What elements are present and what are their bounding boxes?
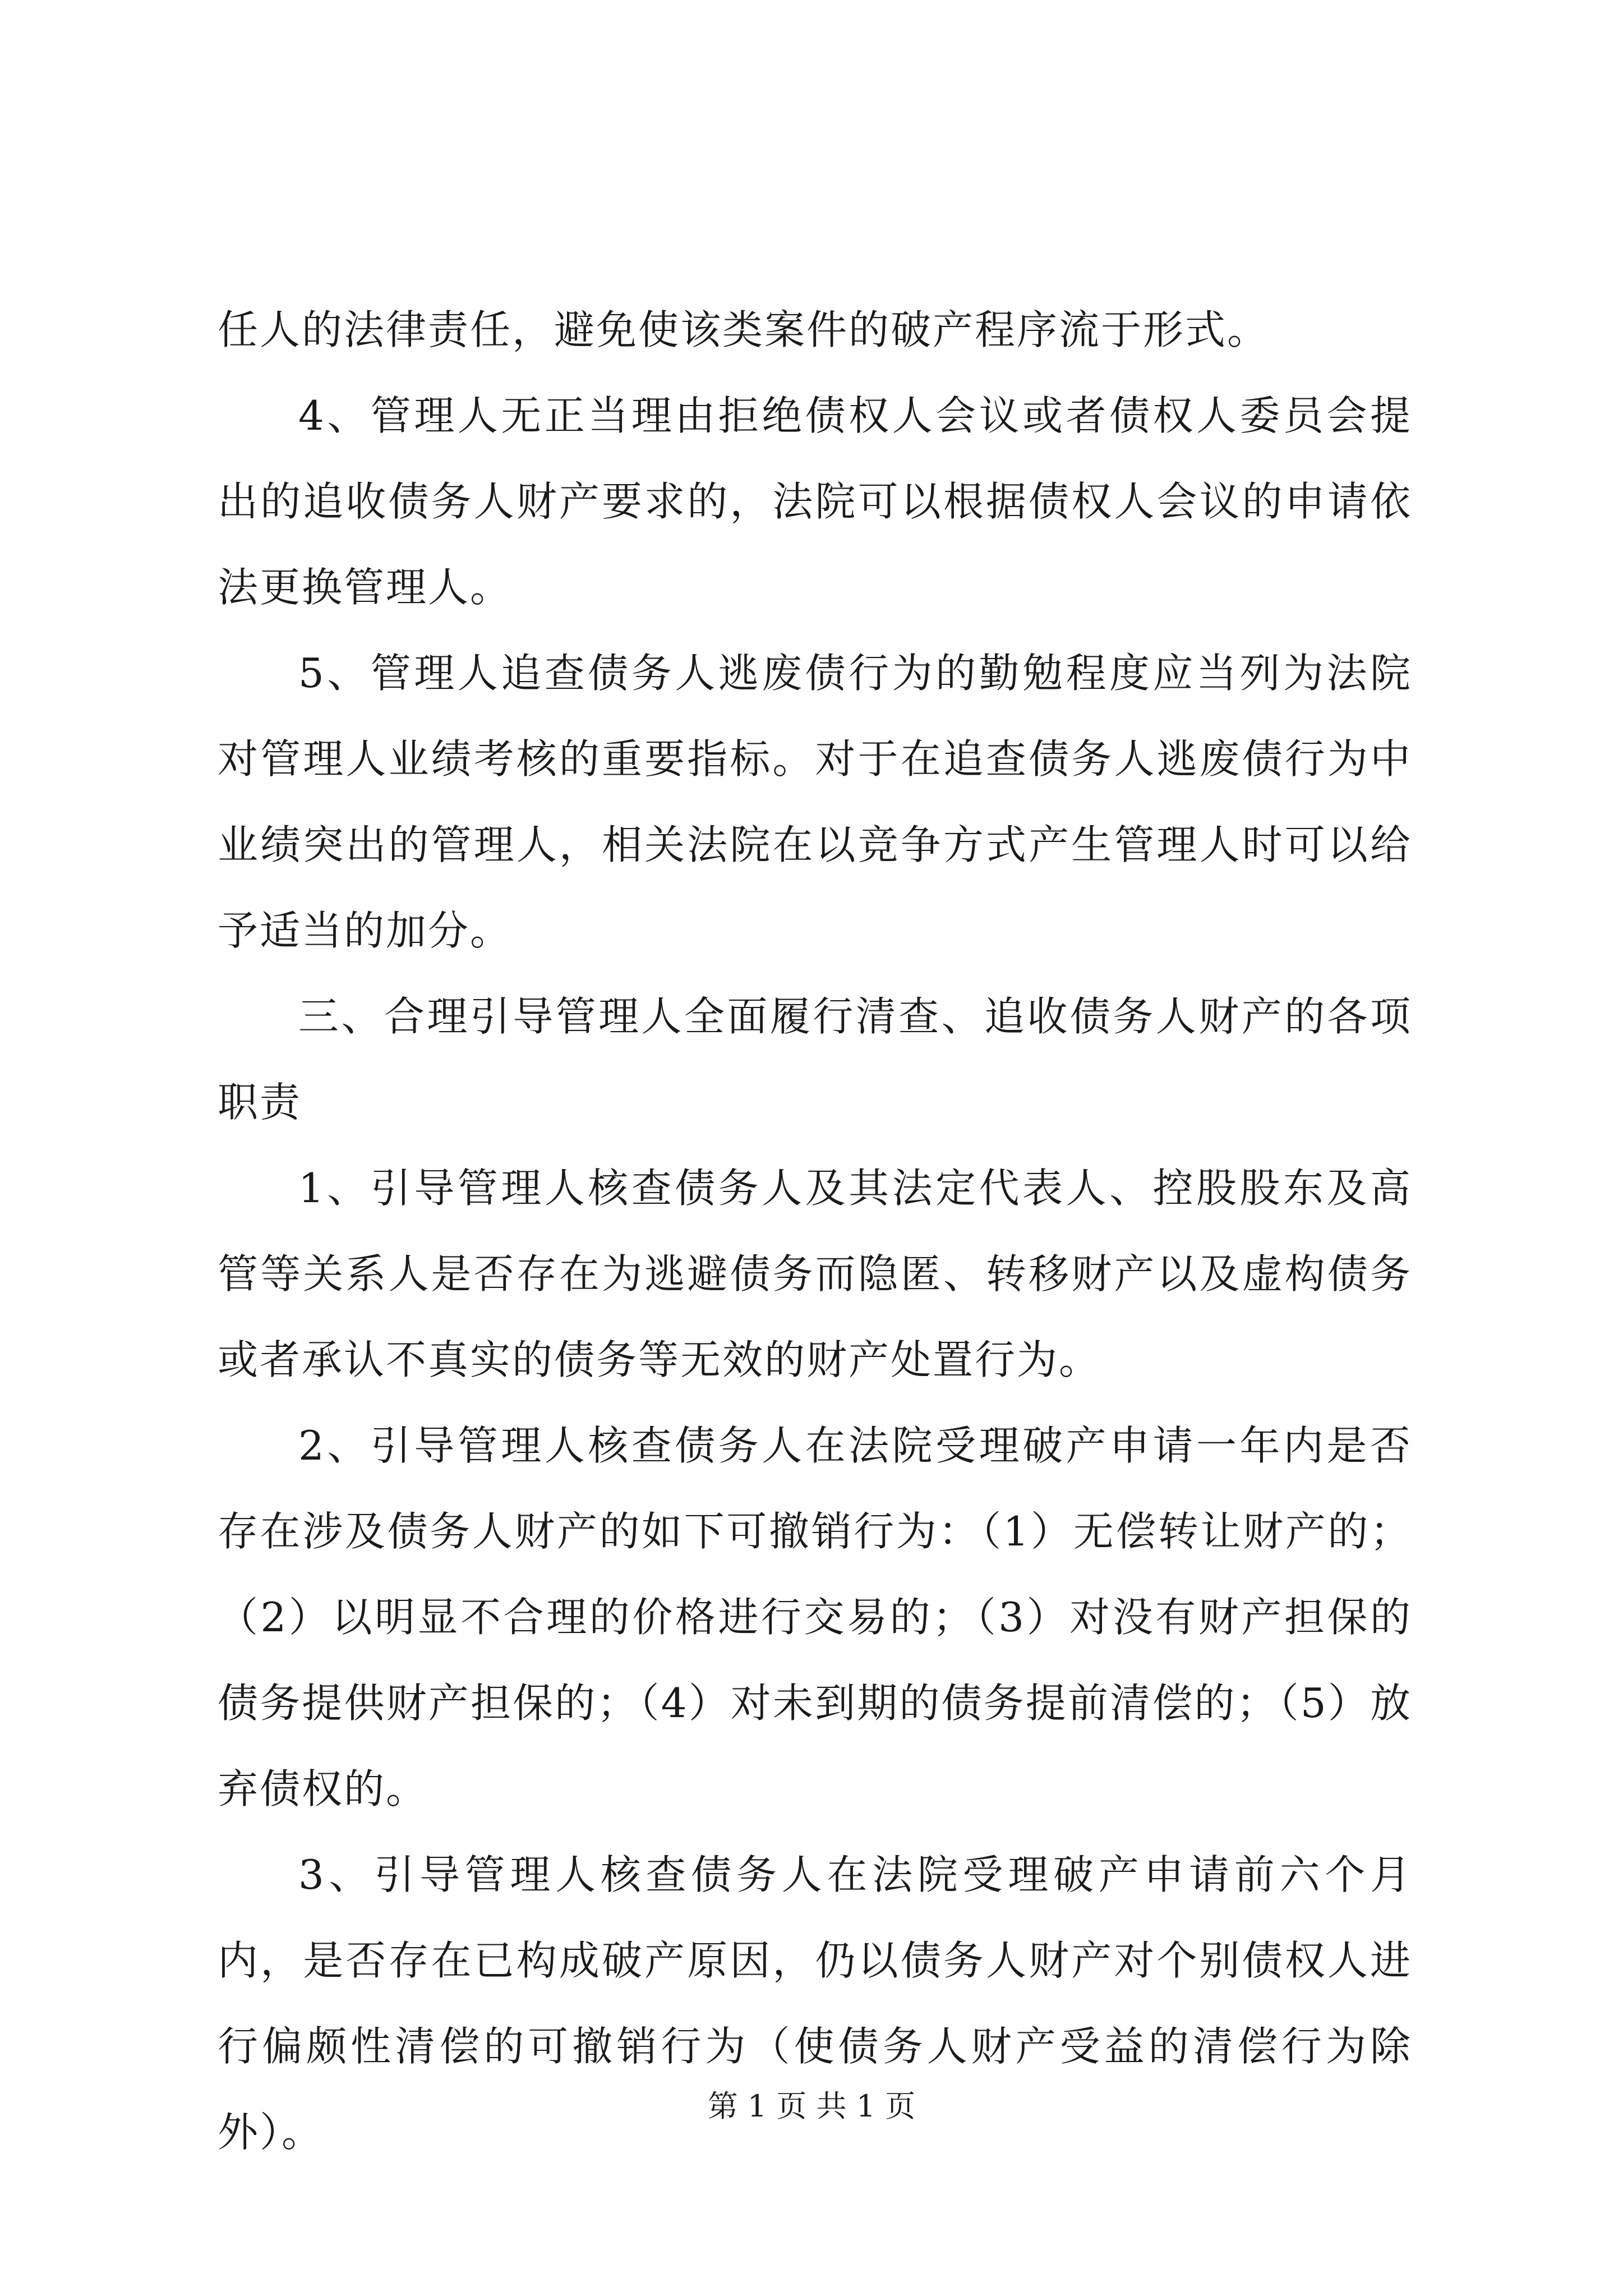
paragraph-item-4: 4、管理人无正当理由拒绝债权人会议或者债权人委员会提出的追收债务人财产要求的，法院可以根据债权人会议的申请依法更换管理人。: [218, 392, 1412, 611]
section-heading-3: 三、合理引导管理人全面履行清查、追收债务人财产的各项职责: [218, 993, 1412, 1126]
document-body: [218, 287, 1412, 2175]
page-number-footer: 第 1 页 共 1 页: [707, 2088, 916, 2124]
paragraph-item-2: 2、引导管理人核查债务人在法院受理破产申请一年内是否存在涉及债务人财产的如下可撤销行为：（1）无偿转让财产的；（2）以明显不合理的价格进行交易的；（3）对没有财产担保的债务提供财产担保的；（4）对未到期的债务提前清偿的；（5）放弃债权的。: [218, 1422, 1412, 1812]
paragraph-continuation: 任人的法律责任，避免使该类案件的破产程序流于形式。: [218, 306, 1270, 353]
paragraph-item-5: 5、管理人追查债务人逃废债行为的勤勉程度应当列为法院对管理人业绩考核的重要指标。对于在追查债务人逃废债行为中业绩突出的管理人，相关法院在以竞争方式产生管理人时可以给予适当的加分。: [218, 650, 1412, 954]
paragraph-item-1: 1、引导管理人核查债务人及其法定代表人、控股股东及高管等关系人是否存在为逃避债务而隐匿、转移财产以及虚构债务或者承认不真实的债务等无效的财产处置行为。: [218, 1165, 1412, 1383]
paragraph-item-3: 3、引导管理人核查债务人在法院受理破产申请前六个月内，是否存在已构成破产原因，仍以债务人财产对个别债权人进行偏颇性清偿的可撤销行为（使债务人财产受益的清偿行为除外）。: [218, 1851, 1412, 2156]
